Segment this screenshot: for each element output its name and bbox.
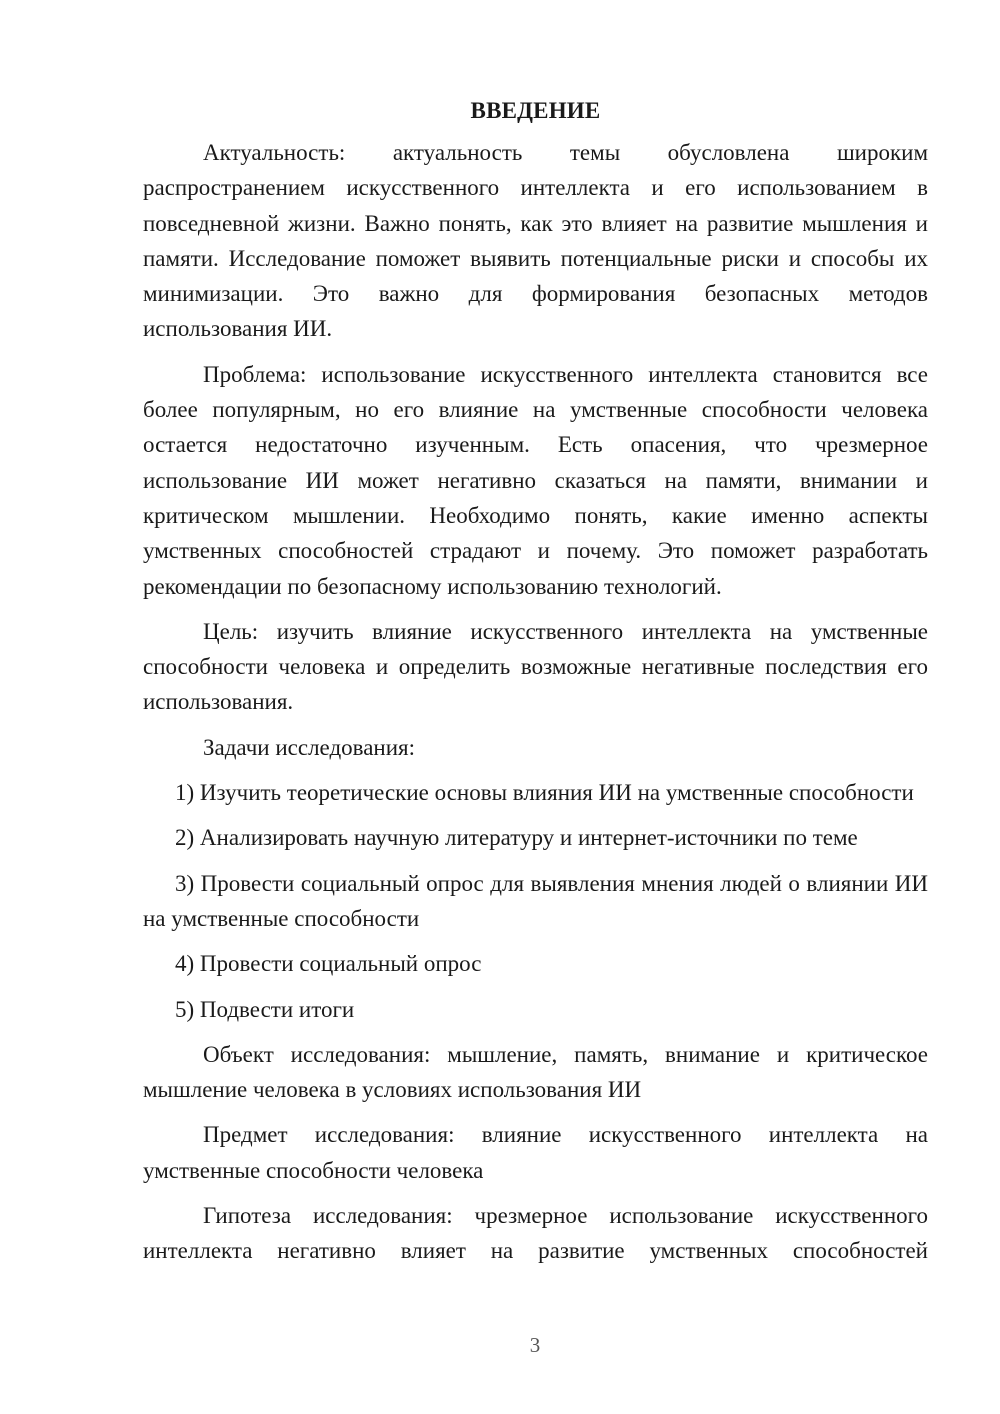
relevance-paragraph: Актуальность: актуальность темы обусловлена широким распространением искусственного интеллекта и его использованием в повседневной жизни. Важно понять, как это влияет на развитие мышления и памяти. Исследование поможет выявить потенциальные риски и способы их минимизации. Это важно для формирования безопасных методов использования ИИ. (143, 140, 928, 342)
tasks-list (143, 775, 928, 1027)
hypothesis-paragraph: Гипотеза исследования: чрезмерное использование искусственного интеллекта негативно влияет на развитие умственных способностей (143, 1203, 928, 1264)
page-number: 3 (529, 1333, 541, 1357)
goal-paragraph: Цель: изучить влияние искусственного интеллекта на умственные способности человека и определить возможные негативные последствия его использования. (143, 618, 928, 715)
list-item: 3) Провести социальный опрос для выявления мнения людей о влиянии ИИ на умственные способности (143, 870, 928, 931)
tasks-heading: Задачи исследования: (203, 734, 416, 760)
section-title: ВВЕДЕНИЕ (470, 98, 601, 123)
page-content (143, 95, 928, 1269)
list-item: 4) Провести социальный опрос (175, 951, 482, 977)
list-item: 5) Подвести итоги (175, 996, 355, 1022)
object-paragraph: Объект исследования: мышление, память, внимание и критическое мышление человека в условиях использования ИИ (143, 1041, 928, 1103)
list-item: 2) Анализировать научную литературу и интернет-источники по теме (175, 825, 858, 851)
subject-paragraph: Предмет исследования: влияние искусственного интеллекта на умственные способности человека (143, 1122, 928, 1183)
list-item: 1) Изучить теоретические основы влияния ИИ на умственные способности (175, 780, 914, 806)
problem-paragraph: Проблема: использование искусственного интеллекта становится все более популярным, но его влияние на умственные способности человека остается недостаточно изученным. Есть опасения, что чрезмерное использование ИИ может негативно сказаться на памяти, внимании и критическом мышлении. Необходимо понять, какие именно аспекты умственных способностей страдают и почему. Это поможет разработать рекомендации по безопасному использованию технологий. (143, 361, 928, 599)
